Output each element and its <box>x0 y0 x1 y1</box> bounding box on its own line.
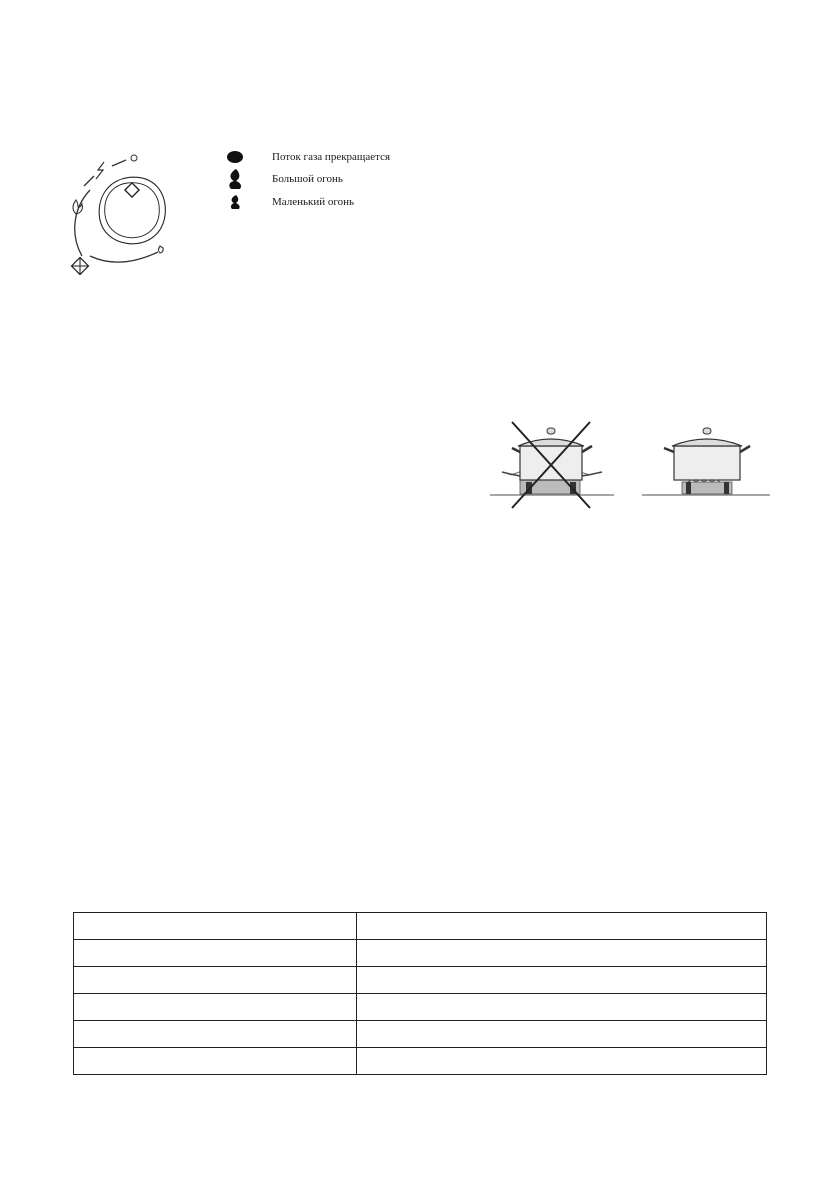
legend-item-gas-off <box>218 146 390 168</box>
off-position-marker <box>131 155 137 161</box>
table-cell <box>74 913 357 940</box>
legend-label: Маленький огонь <box>272 196 355 208</box>
legend-label: Поток газа прекращается <box>272 151 391 163</box>
table-cell <box>357 913 767 940</box>
table-row <box>74 1021 767 1048</box>
gas-knob-diagram <box>60 148 180 278</box>
knob-push-symbol-icon <box>72 258 89 275</box>
knob-outer <box>85 163 180 259</box>
table-cell <box>357 967 767 994</box>
table-row <box>74 1048 767 1075</box>
table-cell <box>357 940 767 967</box>
table-row <box>74 967 767 994</box>
legend-item-small-flame <box>218 191 354 213</box>
large-flame-icon <box>218 168 252 190</box>
table-row <box>74 994 767 1021</box>
small-flame-icon <box>218 191 252 213</box>
spec-table <box>73 912 767 1075</box>
knob-indicator <box>125 183 139 197</box>
knob-rotation-arc <box>75 190 90 256</box>
pot-correct-placement <box>642 420 772 510</box>
ignition-spark-icon <box>96 162 104 179</box>
table-cell <box>357 994 767 1021</box>
table-row <box>74 913 767 940</box>
legend-item-large-flame <box>218 168 343 190</box>
table-cell <box>74 967 357 994</box>
table-row <box>74 940 767 967</box>
table-cell <box>74 1048 357 1075</box>
table-cell <box>74 1021 357 1048</box>
legend-label: Большой огонь <box>272 173 343 185</box>
table-cell <box>357 1021 767 1048</box>
table-cell <box>357 1048 767 1075</box>
table-cell <box>74 994 357 1021</box>
table-cell <box>74 940 357 967</box>
pot-overhanging-wrong <box>490 420 620 510</box>
small-flame-marker-icon <box>159 246 164 253</box>
gas-off-icon <box>218 146 252 168</box>
